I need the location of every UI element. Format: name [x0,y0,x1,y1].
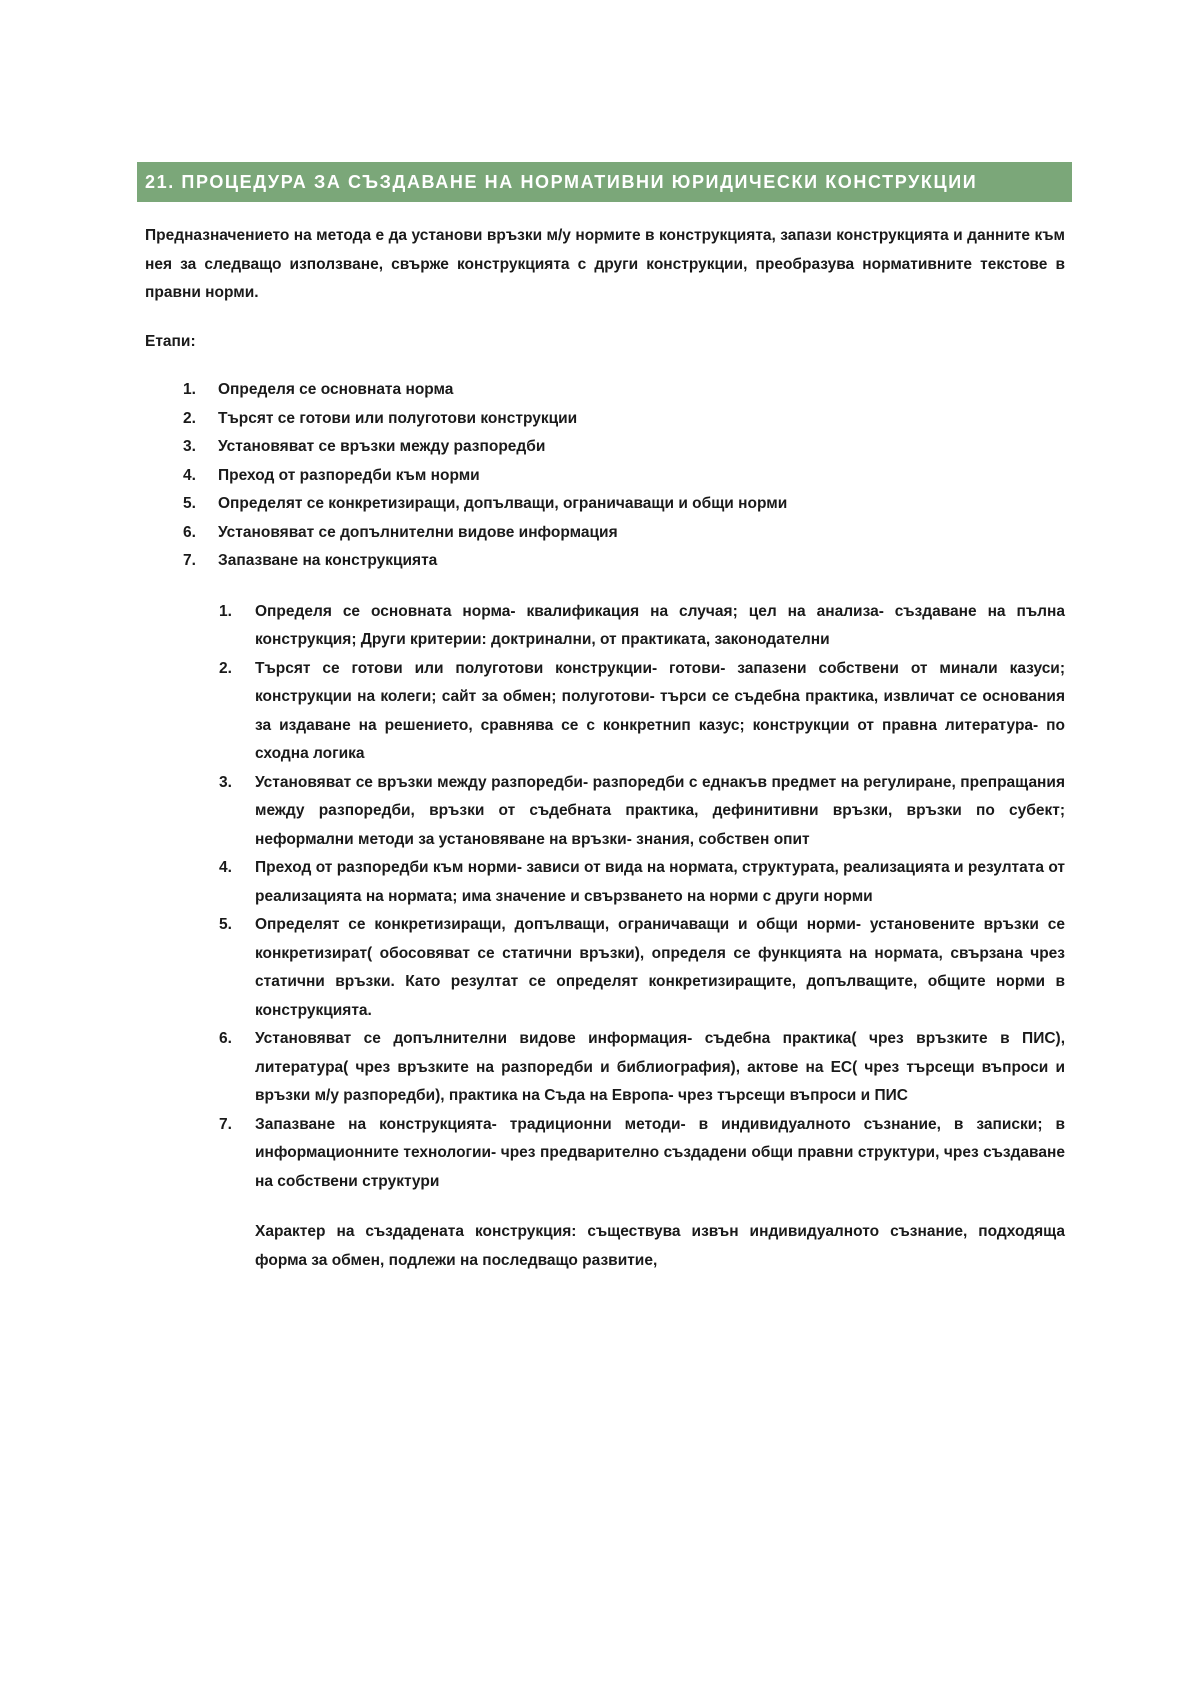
detail-number: 5. [219,916,232,933]
detail-number: 2. [219,659,232,677]
detail-text: Търсят се готови или полуготови конструкции- готови- запазени собствени от минали казуси; конструкции на колеги; сайт за обмен; полуготови- търси се съдебна практика, извличат се основания за издаване на решението, сравнява се с конкретнип казус; конструкции от правна литература- по сходна логика [255,659,1065,762]
stage-number: 3. [183,438,196,455]
section-heading-bar [137,162,1072,202]
stage-text: Установяват се допълнителни видове информация [218,523,618,541]
stage-number: 7. [183,552,196,569]
detail-number: 3. [219,773,232,791]
stage-item [145,490,1065,519]
stage-detail-item [145,854,1065,911]
stage-text: Определят се конкретизиращи, допълващи, ограничаващи и общи норми [218,495,788,512]
stage-item [145,433,1065,462]
stage-text: Определя се основната норма [218,381,454,398]
stage-item [145,462,1065,491]
detail-number: 6. [219,1030,232,1047]
stage-text: Запазване на конструкцията [218,552,438,569]
stage-item [145,405,1065,434]
stage-item [145,547,1065,576]
stage-detail-item [145,911,1065,1025]
document-body [145,222,1065,1275]
stage-number: 1. [183,381,196,398]
detail-number: 4. [219,859,232,876]
detail-text: Определят се конкретизиращи, допълващи, ограничаващи и общи норми- установените връзки се конкретизират( обосовяват се статични връзки), определя се функцията на нормата, свързана чрез статични връзки. Като резултат се определят конкретизиращите, допълващите, общите норми в конструкцията. [255,916,1065,1019]
stage-detail-item [145,1025,1065,1111]
stage-detail-item [145,769,1065,855]
stage-text: Установяват се връзки между разпоредби [218,438,546,455]
stage-text: Преход от разпоредби към норми [218,466,480,484]
detail-text: Определя се основната норма- квалификация на случая; цел на анализа- създаване на пълна конструкция; Други критерии: доктринални, от практиката, законодателни [255,602,1065,648]
stage-item [145,376,1065,405]
stage-text: Търсят се готови или полуготови конструкции [218,409,578,427]
section-heading: 21. ПРОЦЕДУРА ЗА СЪЗДАВАНЕ НА НОРМАТИВНИ ЮРИДИЧЕСКИ КОНСТРУКЦИИ [145,171,978,192]
stage-number: 5. [183,495,196,512]
detail-text: Преход от разпоредби към норми- зависи от вида на нормата, структурата, реализацията и резултата от реализацията на нормата; има значение и свързването на норми с други норми [255,859,1065,905]
stage-number: 6. [183,523,196,541]
detail-text: Установяват се допълнителни видове информация- съдебна практика( чрез връзките в ПИС), литература( чрез връзките на разпоредби и библиография), актове на ЕС( чрез търсещи въпроси и връзки м/у разпоредби), практика на Съда на Европа- чрез търсещи въпроси и ПИС [255,1030,1065,1104]
detail-number: 7. [219,1115,232,1133]
stages-label: Етапи: [145,332,196,350]
intro-paragraph: Предназначението на метода е да установи връзки м/у нормите в конструкцията, запази конструкцията и данните към нея за следващо използване, свърже конструкцията с други конструкции, преобразува нормативните текстове в правни норми. [145,227,1065,301]
detail-text: Запазване на конструкцията- традиционни методи- в индивидуалното съзнание, в записки; в информационните технологии- чрез предварително създадени общи правни структури, чрез създаване на собствени структури [255,1115,1065,1190]
construction-character-paragraph: Характер на създадената конструкция: съществува извън индивидуалното съзнание, подходяща форма за обмен, подлежи на последващо развитие, [255,1223,1065,1269]
stage-details-list [145,598,1065,1197]
detail-text: Установяват се връзки между разпоредби- разпоредби с еднакъв предмет на регулиране, препращания между разпоредби, връзки от съдебната практика, дефинитивни връзки, връзки по субект; неформални методи за установяване на връзки- знания, собствен опит [255,773,1065,848]
stage-number: 4. [183,466,196,484]
stage-detail-item [145,1111,1065,1197]
stages-list [145,376,1065,576]
detail-number: 1. [219,602,232,620]
stage-detail-item [145,598,1065,655]
stage-detail-item [145,655,1065,769]
stage-item [145,519,1065,548]
stage-number: 2. [183,409,196,427]
